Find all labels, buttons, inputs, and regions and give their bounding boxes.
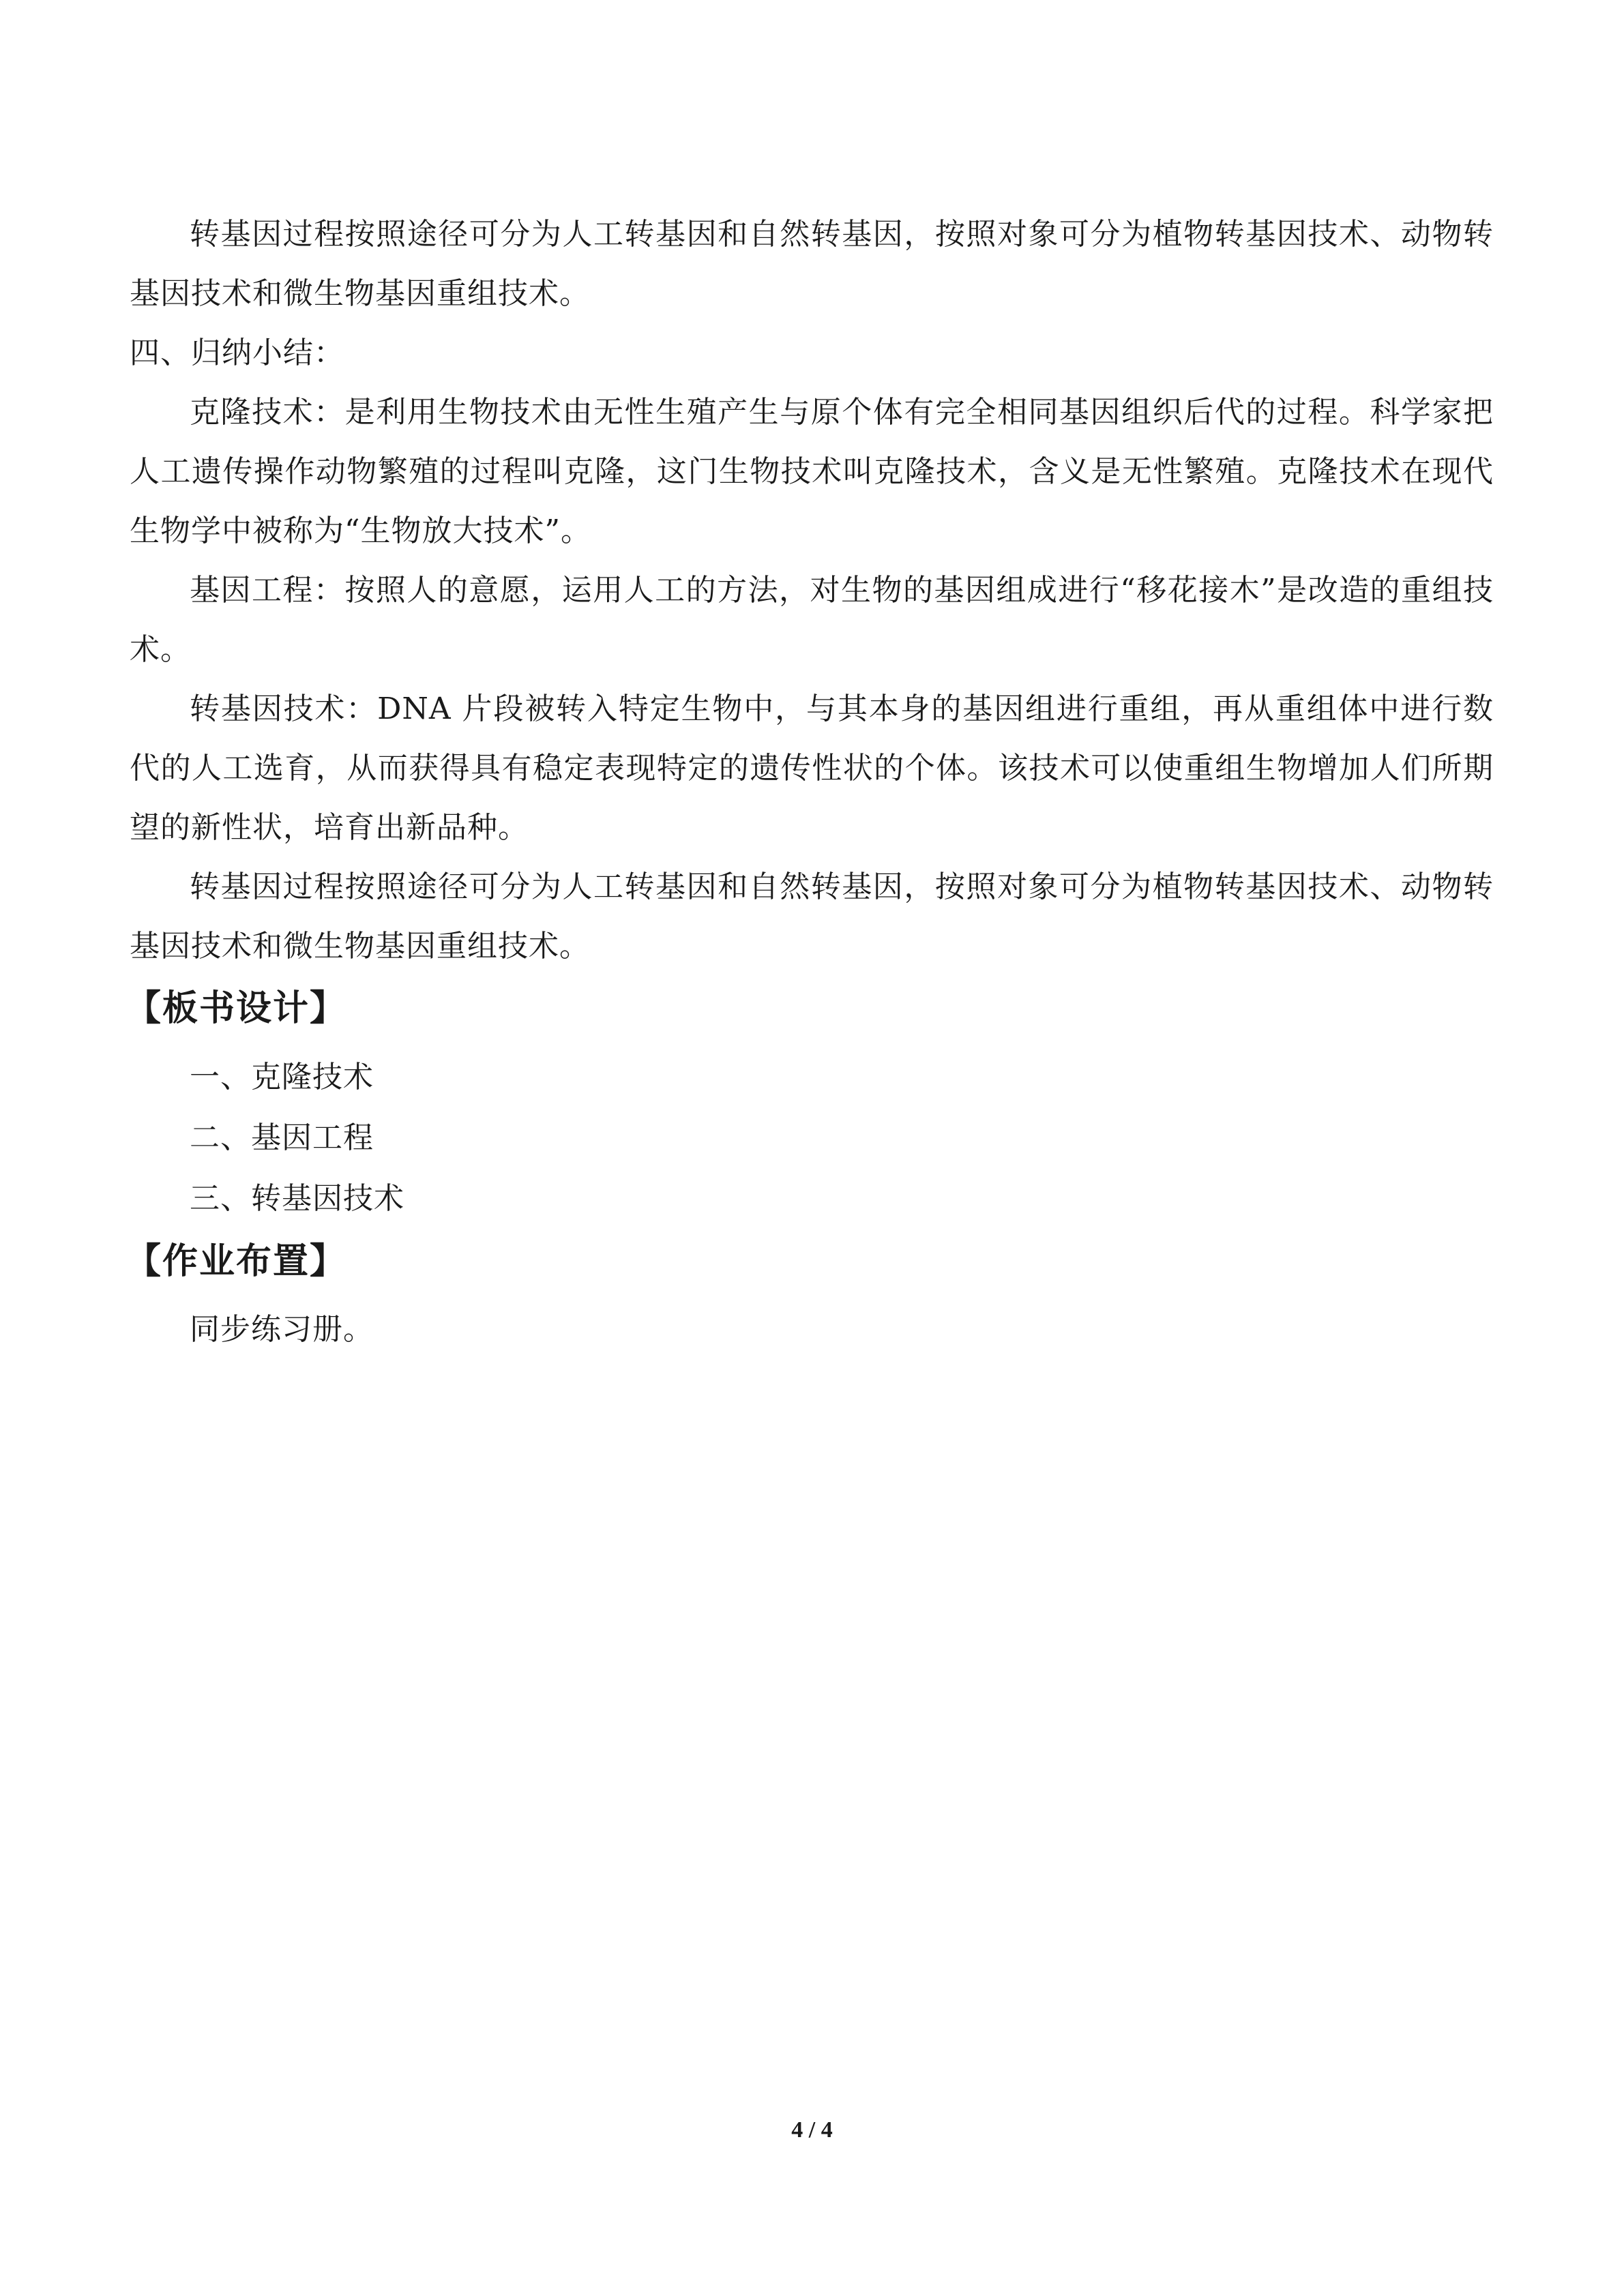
homework-text: 同步练习册。 — [190, 1312, 374, 1347]
summary-paragraph-transgenic-process: 转基因过程按照途径可分为人工转基因和自然转基因，按照对象可分为植物转基因技术、动物转基因技术和微生物基因重组技术。 — [130, 869, 1494, 964]
page-number: 4 / 4 — [791, 2117, 833, 2143]
summary-title: 四、归纳小结： — [130, 336, 344, 370]
list-item: 二、基因工程 — [190, 1120, 374, 1155]
list-item: 三、转基因技术 — [190, 1181, 404, 1216]
board-design-heading: 【板书设计】 — [126, 988, 347, 1029]
page-content — [126, 205, 1494, 1359]
intro-paragraph: 转基因过程按照途径可分为人工转基因和自然转基因，按照对象可分为植物转基因技术、动物转基因技术和微生物基因重组技术。 — [130, 217, 1494, 311]
summary-paragraph-cloning: 克隆技术：是利用生物技术由无性生殖产生与原个体有完全相同基因组织后代的过程。科学家把人工遗传操作动物繁殖的过程叫克隆，这门生物技术叫克隆技术，含义是无性繁殖。克隆技术在现代生物学中被称为“生物放大技术”。 — [130, 395, 1494, 548]
summary-paragraph-genetic-engineering: 基因工程：按照人的意愿，运用人工的方法，对生物的基因组成进行“移花接木”是改造的重组技术。 — [130, 573, 1494, 667]
board-design-list — [130, 1047, 1494, 1229]
summary-paragraph-transgenic: 转基因技术：DNA 片段被转入特定生物中，与其本身的基因组进行重组，再从重组体中进行数代的人工选育，从而获得具有稳定表现特定的遗传性状的个体。该技术可以使重组生物增加人们所期望的新性状，培育出新品种。 — [130, 691, 1494, 845]
list-item: 一、克隆技术 — [190, 1060, 374, 1094]
homework-heading: 【作业布置】 — [126, 1241, 347, 1282]
